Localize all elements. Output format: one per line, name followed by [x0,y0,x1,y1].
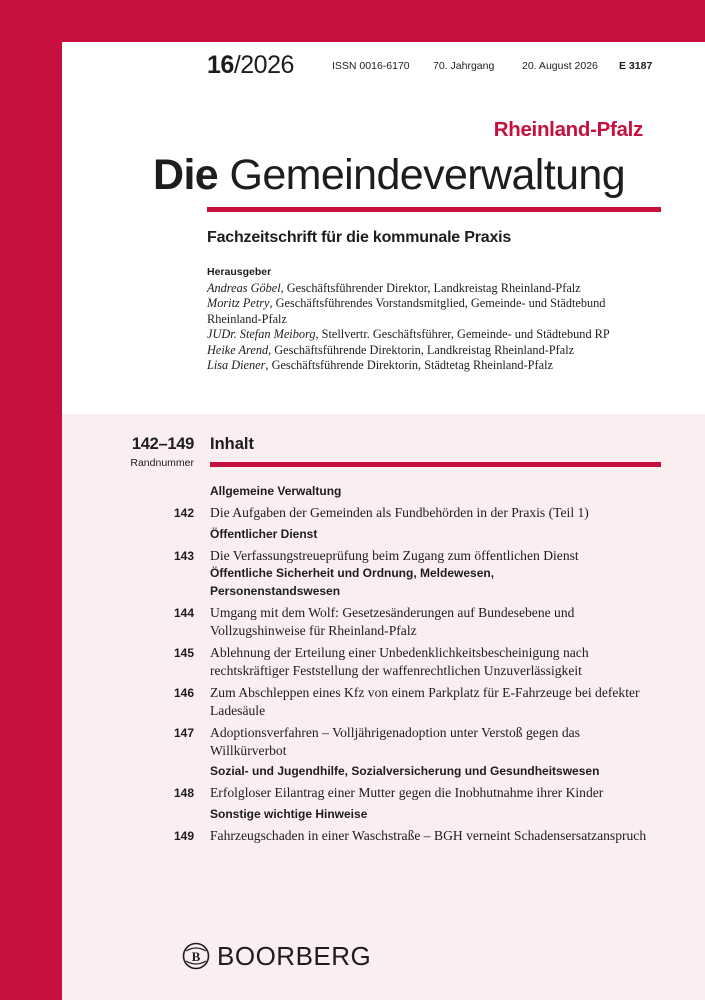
editor-name: Heike Arend [207,342,269,357]
toc-section: Öffentlicher Dienst [210,526,318,541]
toc-section: Allgemeine Verwaltung [210,484,342,498]
toc-entry-number: 149 [173,828,194,843]
toc-section: Personenstandswesen [210,584,341,598]
editor-name: Lisa Diener [207,358,266,373]
toc-entry[interactable] [0,784,705,807]
boorberg-seal-letter: B [191,949,201,964]
toc-entry[interactable] [0,547,705,567]
toc-range: 142–149 [131,435,194,453]
publisher-name: BOORBERG [217,941,372,971]
region-name: Rheinland-Pfalz [493,118,643,141]
toc-entry-title: Umgang mit dem Wolf: Gesetzesänderungen auf Bundesebene und Vollzugshinweise für Rheinland-Pfalz [210,605,575,638]
issue-number-value: 16 [207,51,234,79]
editor-line [207,281,677,296]
toc-entry-number: 147 [173,726,194,740]
toc-entry-number: 142 [173,506,194,520]
toc-entry-number: 144 [173,606,194,620]
title-rule [207,207,661,212]
toc-entry[interactable] [0,684,705,724]
toc-entry[interactable] [0,644,705,684]
toc-heading: Inhalt [210,435,254,453]
editor-line [207,296,677,311]
toc-rule [210,462,661,467]
editor-line [207,327,677,342]
toc-entry[interactable] [0,604,705,644]
issue-info-row [207,52,667,78]
journal-title-prefix: Die [153,151,219,199]
table-of-contents [0,484,705,849]
issn: ISSN 0016-6170 [332,60,410,72]
editor-name: JUDr. Stefan Meiborg [207,327,316,342]
editors-heading: Herausgeber [207,266,272,278]
toc-entry-title: Die Aufgaben der Gemeinden als Fundbehörden in der Praxis (Teil 1) [210,505,589,520]
toc-entry[interactable] [0,504,705,527]
toc-section: Sonstige wichtige Hinweise [210,806,368,821]
journal-title [153,150,625,200]
issue-number [207,52,294,78]
editor-role: , Stellvertr. Geschäftsführer, Gemeinde- und Städtebund RP [315,327,610,342]
toc-entry-title: Erfolgloser Eilantrag einer Mutter gegen die Inobhutnahme ihrer Kinder [210,785,604,800]
editor-role: , Geschäftsführende Direktorin, Städtetag Rheinland-Pfalz [265,358,553,373]
toc-entry-number: 143 [173,548,194,563]
editor-role: , Geschäftsführender Direktor, Landkreistag Rheinland-Pfalz [280,281,581,295]
editor-line [207,343,677,358]
volume: 70. Jahrgang [433,60,495,72]
issue-date: 20. August 2026 [522,60,598,72]
toc-entry[interactable] [0,724,705,764]
toc-entry-number: 146 [173,686,194,700]
toc-entry-title: Ablehnung der Erteilung einer Unbedenklichkeitsbescheinigung nach rechtskräftiger Feststellung der waffenrechtlichen Unzuverlässigkeit [210,645,589,678]
toc-entry-title: Adoptionsverfahren – Volljährigenadoption unter Verstoß gegen das Willkürverbot [210,725,580,758]
editor-role: , Geschäftsführende Direktorin, Landkreistag Rheinland-Pfalz [268,342,575,357]
editor-line [207,358,677,373]
toc-entry-title: Fahrzeugschaden in einer Waschstraße – BGH verneint Schadensersatzanspruch [210,827,647,843]
journal-subtitle: Fachzeitschrift für die kommunale Praxis [207,229,512,246]
editor-role: , Geschäftsführendes Vorstandsmitglied, Gemeinde- und Städtebund [269,296,606,311]
issue-code: E 3187 [619,60,653,72]
toc-entry[interactable] [0,827,705,850]
boorberg-seal-icon [182,942,210,970]
issue-year: 2026 [240,51,294,79]
editors-block [207,266,677,373]
issue-slash: / [233,51,241,79]
toc-entry-number: 148 [173,786,194,800]
toc-entry-title: Zum Abschleppen eines Kfz von einem Parkplatz für E-Fahrzeuge bei defekter Ladesäule [210,685,640,718]
toc-range-label: Randnummer [130,457,194,469]
editor-name: Moritz Petry [207,296,270,311]
toc-section: Öffentliche Sicherheit und Ordnung, Meldewesen, [210,566,495,580]
toc-entry-number: 145 [173,646,194,660]
editor-role: Rheinland-Pfalz [207,311,287,326]
toc-section: Sozial- und Jugendhilfe, Sozialversicherung und Gesundheitswesen [210,764,600,778]
toc-entry-title: Die Verfassungstreueprüfung beim Zugang zum öffentlichen Dienst [210,547,579,563]
editor-line [207,312,677,327]
editor-name: Andreas Göbel [207,281,281,295]
journal-title-main: Gemeindeverwaltung [229,151,626,199]
